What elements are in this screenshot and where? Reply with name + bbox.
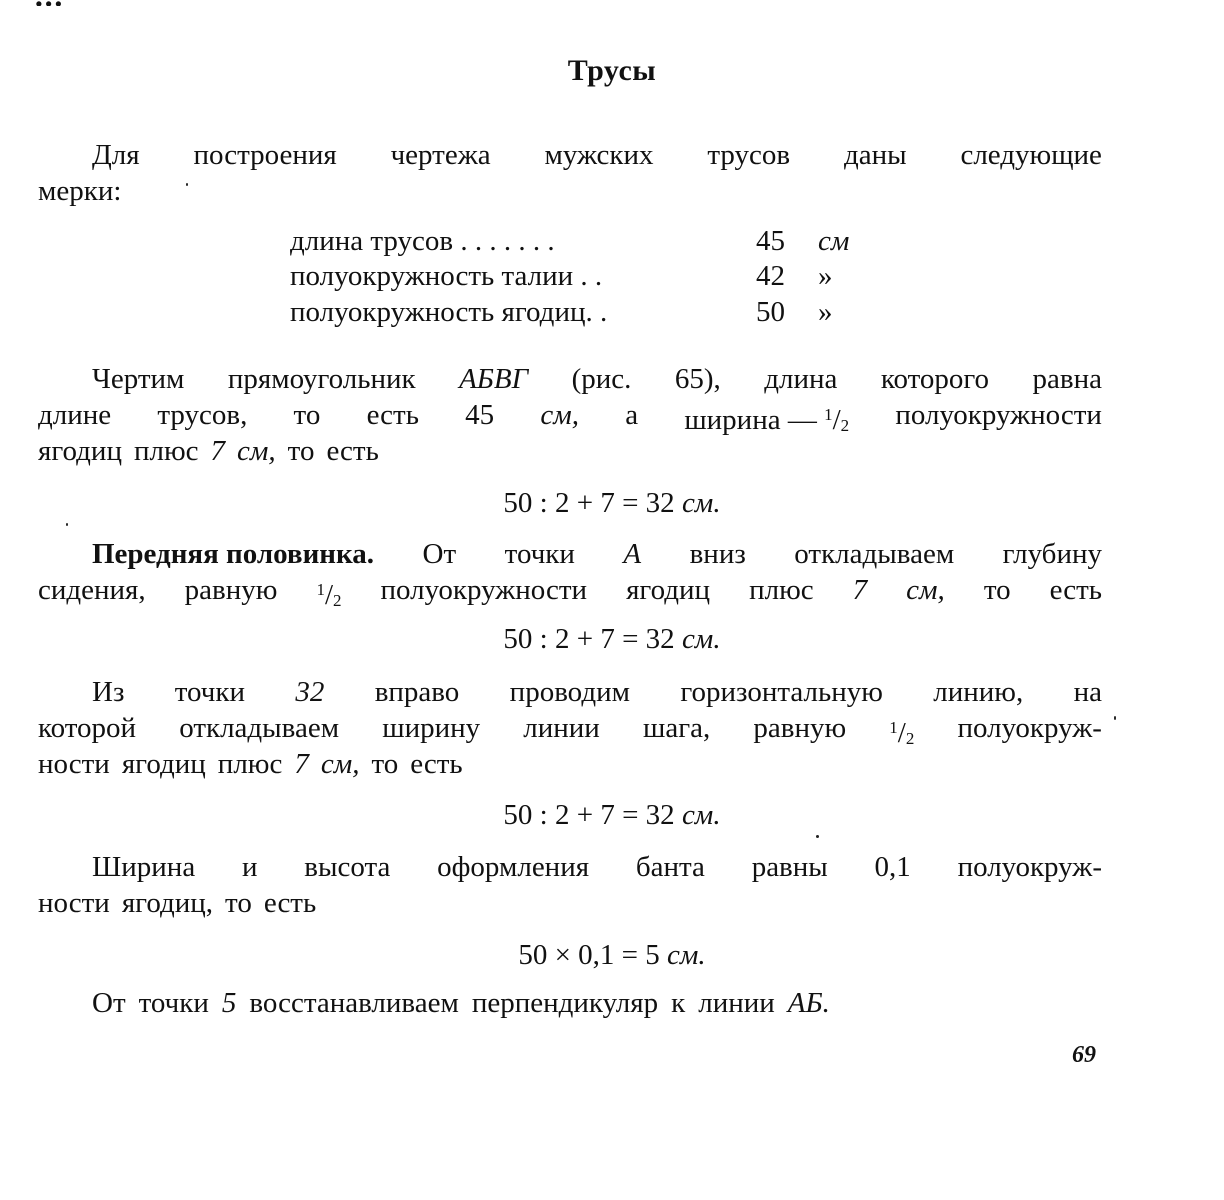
measurement-value: 50 [756, 296, 785, 328]
word: то [287, 435, 315, 467]
word: см, [237, 435, 276, 467]
word: на [1073, 676, 1102, 708]
paragraph-line [92, 362, 1102, 396]
formula [0, 622, 1224, 656]
word: которой [38, 712, 137, 744]
word: линии [698, 987, 775, 1019]
word: 5 [221, 987, 237, 1019]
paragraph-line [92, 986, 1156, 1020]
word: перпендикуляр [471, 987, 659, 1019]
word: точки [138, 987, 209, 1019]
word: шага, [643, 712, 711, 744]
word-with-fraction [684, 398, 850, 436]
paragraph-line [92, 675, 1102, 709]
word: см, [540, 399, 580, 431]
paragraph-line [38, 573, 1102, 611]
measurement-unit: » [818, 260, 833, 292]
word: горизонтальную [680, 676, 883, 708]
word: От [422, 538, 457, 570]
word: то [371, 748, 399, 780]
word: оформления [437, 851, 590, 883]
word: равную [753, 712, 847, 744]
scan-speck [66, 523, 68, 526]
scan-speck [186, 183, 188, 186]
fraction-denominator: 2 [333, 591, 342, 610]
word: есть [366, 399, 419, 431]
word: мужских [544, 139, 654, 171]
word: 65), [674, 363, 721, 395]
word: полуокруж- [957, 851, 1102, 883]
paragraph-line [38, 398, 1102, 436]
word: трусов [707, 139, 791, 171]
scan-speck [816, 835, 819, 838]
word: высота [304, 851, 391, 883]
paragraph-line [38, 711, 1102, 749]
measurement-label: полуокружность ягодиц. . [290, 296, 608, 328]
formula-expression: 50 : 2 + 7 = 32 [503, 799, 675, 831]
formula-unit: см. [681, 487, 721, 519]
intro-line-1 [92, 138, 1102, 172]
word: см, [906, 574, 945, 606]
word: полуокружности [895, 399, 1102, 431]
paragraph-title: Передняя половинка. [92, 538, 375, 570]
word: построения [193, 139, 337, 171]
scan-speck [1114, 716, 1116, 720]
word: см, [320, 748, 360, 780]
word: 32 [295, 676, 325, 708]
fraction-numerator: 1 [824, 405, 833, 424]
word: 45 [465, 399, 495, 431]
paragraph-line [92, 850, 1102, 884]
word: Для [92, 139, 140, 171]
word: точки [504, 538, 575, 570]
word: Чертим [92, 363, 185, 395]
word: которого [880, 363, 990, 395]
word: ягодиц, [121, 887, 214, 919]
word: 7 [210, 435, 226, 467]
word: От [92, 987, 126, 1019]
page-number: 69 [1072, 1042, 1096, 1068]
word: равны [751, 851, 828, 883]
word: чертежа [390, 139, 491, 171]
formula-expression: 50 × 0,1 = 5 [518, 939, 660, 971]
measurement-label: длина трусов . . . . . . . [290, 225, 555, 257]
measurement-label: полуокружность талии . . [290, 260, 603, 292]
fraction-denominator: 2 [905, 729, 915, 748]
word: прямоугольник [227, 363, 416, 395]
word: к [671, 987, 686, 1019]
section-heading: Трусы [567, 54, 657, 87]
word: и [241, 851, 258, 883]
word: 7 [852, 574, 868, 606]
formula [0, 938, 1224, 972]
word: полуокружности [380, 574, 588, 606]
word: а [625, 399, 639, 431]
word: 0,1 [874, 851, 911, 883]
word: ширина — [684, 404, 817, 436]
fraction-denominator: 2 [840, 416, 850, 435]
word: восстанавливаем [249, 987, 459, 1019]
word: есть [263, 887, 317, 919]
intro-line-2 [38, 174, 1102, 208]
formula [0, 486, 1224, 520]
formula-expression: 50 : 2 + 7 = 32 [503, 623, 675, 655]
word: (рис. [571, 363, 632, 395]
word: откладываем [179, 712, 340, 744]
word: то [225, 887, 252, 919]
paragraph-line [38, 747, 1102, 781]
word: линии [523, 712, 600, 744]
word: есть [326, 435, 379, 467]
word: глубину [1002, 538, 1102, 570]
word: точки [174, 676, 245, 708]
word: вправо [374, 676, 460, 708]
word: есть [1049, 574, 1102, 606]
paragraph-line [38, 886, 1102, 920]
fraction-one-half: $^1/_2$ [824, 404, 850, 436]
word: линию, [933, 676, 1024, 708]
measurement-unit: см [818, 225, 850, 257]
word: плюс [133, 435, 199, 467]
word: сидения, [38, 574, 146, 606]
word: откладываем [794, 538, 955, 570]
word: ности [38, 887, 110, 919]
paragraph-line [92, 537, 1102, 571]
word: Из [92, 676, 125, 708]
word: А [623, 538, 642, 570]
measurement-unit: » [818, 296, 833, 328]
word: то [983, 574, 1011, 606]
fraction-one-half: $^1/_2$ [316, 579, 342, 611]
word: то [293, 399, 321, 431]
formula-unit: см. [667, 939, 706, 971]
cut-off-previous-line [30, 0, 790, 6]
word: банта [635, 851, 705, 883]
measurement-value: 45 [756, 225, 785, 257]
word: ности [38, 748, 110, 780]
word: мерки: [38, 175, 122, 207]
word: трусов, [157, 399, 248, 431]
formula-unit: см. [681, 799, 721, 831]
word: есть [410, 748, 463, 780]
fraction-one-half: $^1/_2$ [889, 717, 915, 749]
formula [0, 798, 1224, 832]
word: плюс [749, 574, 814, 606]
word: ягодиц [626, 574, 711, 606]
word: проводим [509, 676, 630, 708]
word: АБВГ [459, 363, 529, 395]
cut-text-fragment [34, 0, 63, 6]
word: АБ. [787, 987, 830, 1019]
formula-expression: 50 : 2 + 7 = 32 [503, 487, 675, 519]
word: равную [184, 574, 278, 606]
word: Ширина [92, 851, 196, 883]
word: даны [843, 139, 907, 171]
paragraph-line [38, 434, 1102, 468]
word: ягодиц [121, 748, 206, 780]
word: следующие [960, 139, 1102, 171]
formula-unit: см. [681, 623, 721, 655]
word: длине [38, 399, 112, 431]
word: ширину [382, 712, 481, 744]
word: ягодиц [38, 435, 122, 467]
fraction-numerator: 1 [316, 580, 325, 599]
word: плюс [217, 748, 283, 780]
word: вниз [689, 538, 746, 570]
measurement-value: 42 [756, 260, 785, 292]
word: равна [1032, 363, 1102, 395]
word: длина [764, 363, 838, 395]
word: 7 [294, 748, 309, 780]
word: полуокруж- [957, 712, 1102, 744]
fraction-numerator: 1 [889, 718, 898, 737]
